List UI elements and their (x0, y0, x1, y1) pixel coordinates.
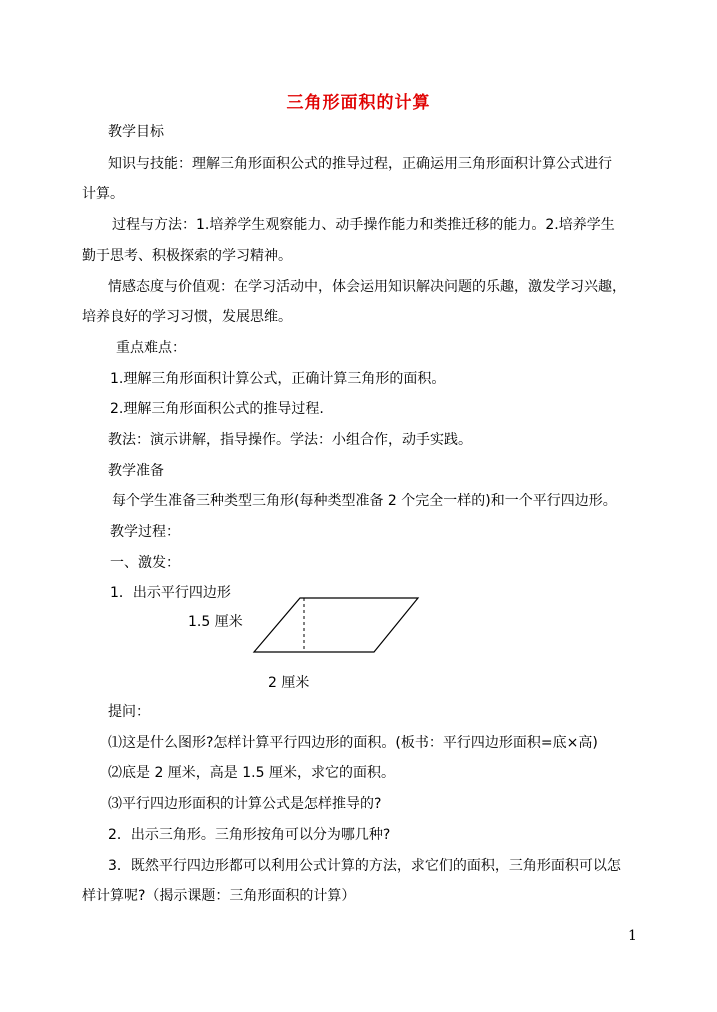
list-item: 3．既然平行四边形都可以利用公式计算的方法，求它们的面积，三角形面积可以怎 (108, 858, 621, 874)
paragraph-line: 过程与方法：1.培养学生观察能力、动手操作能力和类推迁移的能力。2.培养学生 (112, 217, 615, 233)
section-heading-process: 教学过程： (110, 524, 180, 540)
list-item: ⑶平行四边形面积的计算公式是怎样推导的? (108, 796, 382, 812)
paragraph-line: 勤于思考、积极探索的学习精神。 (82, 248, 292, 264)
paragraph-line: 培养良好的学习习惯，发展思维。 (82, 309, 292, 325)
paragraph-line: 教法：演示讲解，指导操作。学法：小组合作，动手实践。 (108, 432, 472, 448)
paragraph-line: 提问： (108, 704, 150, 720)
section-heading-preparation: 教学准备 (108, 463, 164, 479)
section-heading-part-one: 一、激发： (110, 555, 180, 571)
paragraph-line: 计算。 (82, 186, 124, 202)
list-item: 2．出示三角形。三角形按角可以分为哪几种? (108, 827, 391, 843)
parallelogram-shape (254, 598, 418, 652)
height-label: 1.5 厘米 (188, 614, 243, 630)
section-heading-objectives: 教学目标 (108, 124, 164, 140)
list-item: 1．出示平行四边形 (110, 585, 231, 601)
list-item: ⑴这是什么图形?怎样计算平行四边形的面积。(板书：平行四边形面积=底×高) (108, 735, 598, 751)
paragraph-line: 知识与技能：理解三角形面积公式的推导过程，正确运用三角形面积计算公式进行 (108, 156, 612, 172)
base-label: 2 厘米 (268, 675, 310, 691)
paragraph-line: 样计算呢?（揭示课题：三角形面积的计算） (82, 888, 356, 904)
list-item: 1.理解三角形面积计算公式，正确计算三角形的面积。 (110, 371, 446, 387)
section-heading-key-points: 重点难点： (116, 340, 186, 356)
list-item: 2.理解三角形面积公式的推导过程. (110, 401, 324, 417)
paragraph-line: 每个学生准备三种类型三角形(每种类型准备 2 个完全一样的)和一个平行四边形。 (112, 493, 617, 509)
list-item: ⑵底是 2 厘米，高是 1.5 厘米，求它的面积。 (108, 765, 395, 781)
parallelogram-figure (180, 592, 440, 692)
document-title: 三角形面积的计算 (286, 93, 431, 113)
page-number: 1 (628, 928, 637, 944)
paragraph-line: 情感态度与价值观：在学习活动中，体会运用知识解决问题的乐趣，激发学习兴趣， (108, 279, 626, 295)
parallelogram-drawing (180, 592, 440, 692)
